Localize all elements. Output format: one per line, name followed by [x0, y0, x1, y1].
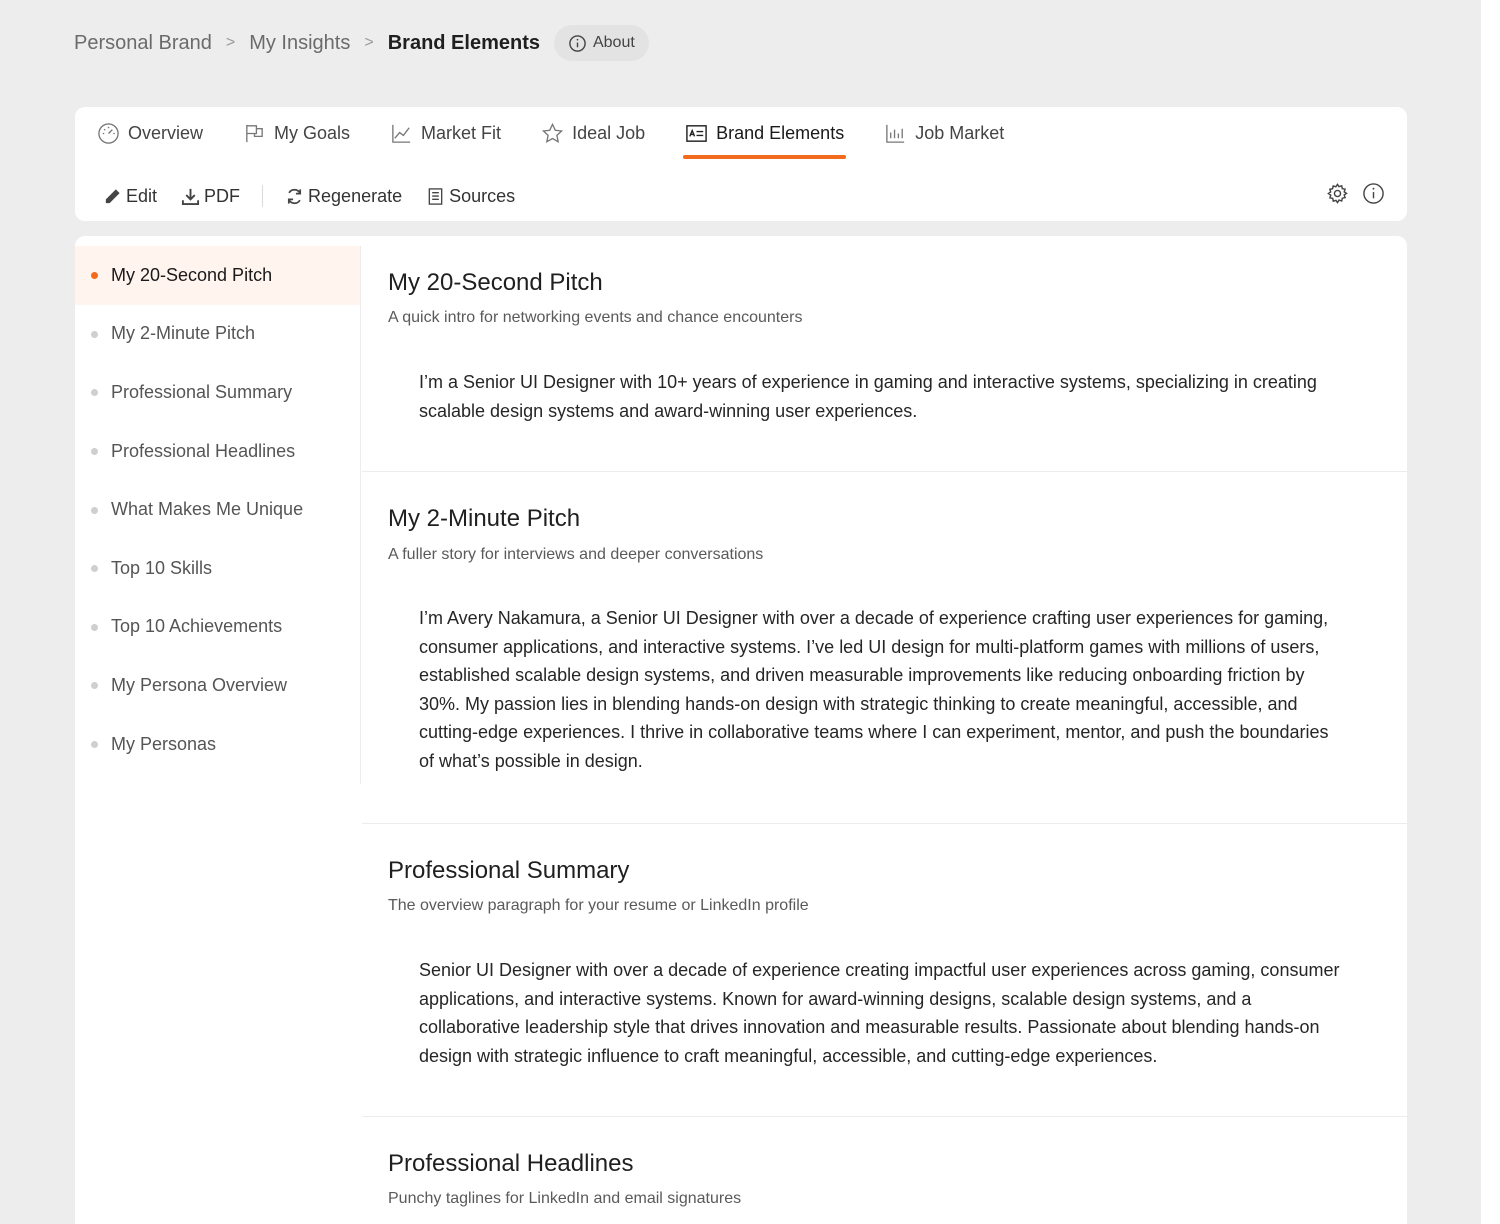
tab-label: Overview [128, 122, 204, 143]
nav-item-professional-summary[interactable] [75, 363, 360, 422]
nav-item-top-10-achievements[interactable] [75, 598, 360, 657]
section-2-minute-pitch [362, 472, 1407, 824]
breadcrumb-personal-brand[interactable]: Personal Brand [74, 31, 212, 54]
pdf-button[interactable] [181, 186, 240, 207]
breadcrumb-my-insights[interactable]: My Insights [249, 31, 351, 54]
tab-overview[interactable] [97, 107, 203, 159]
about-label: About [592, 34, 635, 51]
line-chart-icon [390, 122, 413, 145]
bullet-dot [91, 741, 98, 748]
gear-icon [1326, 182, 1349, 205]
document-icon [426, 187, 445, 206]
tab-label: Market Fit [421, 122, 502, 143]
nav-item-label: My Personas [111, 733, 217, 754]
nav-item-2-minute-pitch[interactable] [75, 305, 360, 364]
bullet-dot [91, 389, 98, 396]
section-subtitle: The overview paragraph for your resume or LinkedIn profile [388, 897, 809, 914]
toolbar [103, 181, 539, 211]
tab-job-market[interactable] [884, 107, 1004, 159]
breadcrumb-current: Brand Elements [387, 31, 540, 54]
regenerate-button[interactable] [285, 186, 402, 207]
edit-button[interactable] [103, 186, 157, 207]
toolbar-right [1325, 181, 1385, 205]
nav-item-label: My Persona Overview [111, 674, 288, 695]
tab-label: Ideal Job [572, 122, 646, 143]
section-professional-summary [362, 824, 1407, 1117]
nav-item-label: Professional Summary [111, 381, 293, 402]
bullet-dot [91, 565, 98, 572]
sources-button[interactable] [426, 186, 515, 207]
nav-item-label: Professional Headlines [111, 440, 296, 461]
breadcrumb-separator: > [225, 34, 236, 51]
tab-label: My Goals [274, 122, 351, 143]
star-icon [541, 122, 564, 145]
tab-label: Brand Elements [716, 122, 845, 143]
info-icon [568, 34, 587, 53]
section-title: My 20-Second Pitch [388, 269, 603, 296]
nav-item-persona-overview[interactable] [75, 656, 360, 715]
tab-brand-elements[interactable] [685, 107, 844, 159]
regenerate-label: Regenerate [308, 185, 403, 206]
nav-item-20-second-pitch[interactable] [75, 246, 360, 305]
insights-header-card [75, 107, 1407, 221]
brand-elements-card [75, 236, 1407, 1224]
bullet-dot [91, 624, 98, 631]
nav-item-professional-headlines[interactable] [75, 422, 360, 481]
pencil-icon [103, 187, 122, 206]
tab-label: Job Market [915, 122, 1005, 143]
nav-item-label: My 2-Minute Pitch [111, 323, 256, 344]
bullet-dot [91, 682, 98, 689]
gauge-icon [97, 122, 120, 145]
bullet-dot [91, 331, 98, 338]
section-subtitle: A fuller story for interviews and deeper conversations [388, 546, 764, 563]
download-icon [181, 187, 200, 206]
nav-item-my-personas[interactable] [75, 715, 360, 774]
section-professional-headlines [362, 1117, 1407, 1224]
section-title: My 2-Minute Pitch [388, 505, 581, 532]
id-card-icon [685, 122, 708, 145]
section-body: I’m a Senior UI Designer with 10+ years of experience in gaming and interactive systems, specializing in creating scalable design systems and award-winning user experiences. [419, 372, 1317, 421]
info-icon [1362, 182, 1385, 205]
bullet-dot [91, 507, 98, 514]
tab-ideal-job[interactable] [541, 107, 645, 159]
pdf-label: PDF [204, 185, 241, 206]
nav-item-label: Top 10 Achievements [111, 616, 283, 637]
breadcrumb [74, 25, 649, 61]
bullet-dot [91, 272, 98, 279]
section-subtitle: A quick intro for networking events and chance encounters [388, 309, 803, 326]
section-title: Professional Summary [388, 857, 630, 884]
settings-button[interactable] [1325, 181, 1349, 205]
nav-item-label: Top 10 Skills [111, 557, 213, 578]
bar-chart-icon [884, 122, 907, 145]
insights-tabs [97, 107, 1044, 159]
bullet-dot [91, 448, 98, 455]
info-button[interactable] [1361, 181, 1385, 205]
edit-label: Edit [126, 185, 158, 206]
nav-item-label: My 20-Second Pitch [111, 264, 273, 285]
nav-item-label: What Makes Me Unique [111, 499, 304, 520]
window-edge [1481, 0, 1500, 1224]
section-body: I’m Avery Nakamura, a Senior UI Designer with over a decade of experience crafting user experiences for gaming, consumer applications, and interactive systems. I’ve led UI design for multi-platform games with millions of users, established scalable design systems, and driven measurable improvements like reducing onboarding friction by 30%. My passion lies in blending hands-on design with strategic thinking to create meaningful, accessible, and cutting-edge experiences. I thrive in collaborative teams where I can experiment, mentor, and push the boundaries of what’s possible in design. [419, 608, 1329, 771]
section-body: Senior UI Designer with over a decade of experience creating impactful user experiences across gaming, consumer applications, and interactive systems. Known for award-winning designs, scalable design systems, and a collaborative leadership style that drives innovation and measurable results. Passionate about blending hands-on design with strategic influence to craft meaningful, accessible, and cutting-edge experiences. [419, 960, 1340, 1066]
refresh-icon [285, 187, 304, 206]
tab-market-fit[interactable] [390, 107, 501, 159]
section-subtitle: Punchy taglines for LinkedIn and email signatures [388, 1190, 742, 1207]
tab-my-goals[interactable] [243, 107, 350, 159]
toolbar-divider [262, 185, 263, 207]
about-button[interactable] [554, 25, 649, 61]
section-title: Professional Headlines [388, 1150, 634, 1177]
sources-label: Sources [449, 185, 516, 206]
breadcrumb-separator: > [364, 34, 374, 51]
nav-item-what-makes-me-unique[interactable] [75, 480, 360, 539]
section-nav [75, 246, 361, 784]
section-20-second-pitch [362, 236, 1407, 472]
flag-icon [243, 122, 266, 145]
nav-item-top-10-skills[interactable] [75, 539, 360, 598]
